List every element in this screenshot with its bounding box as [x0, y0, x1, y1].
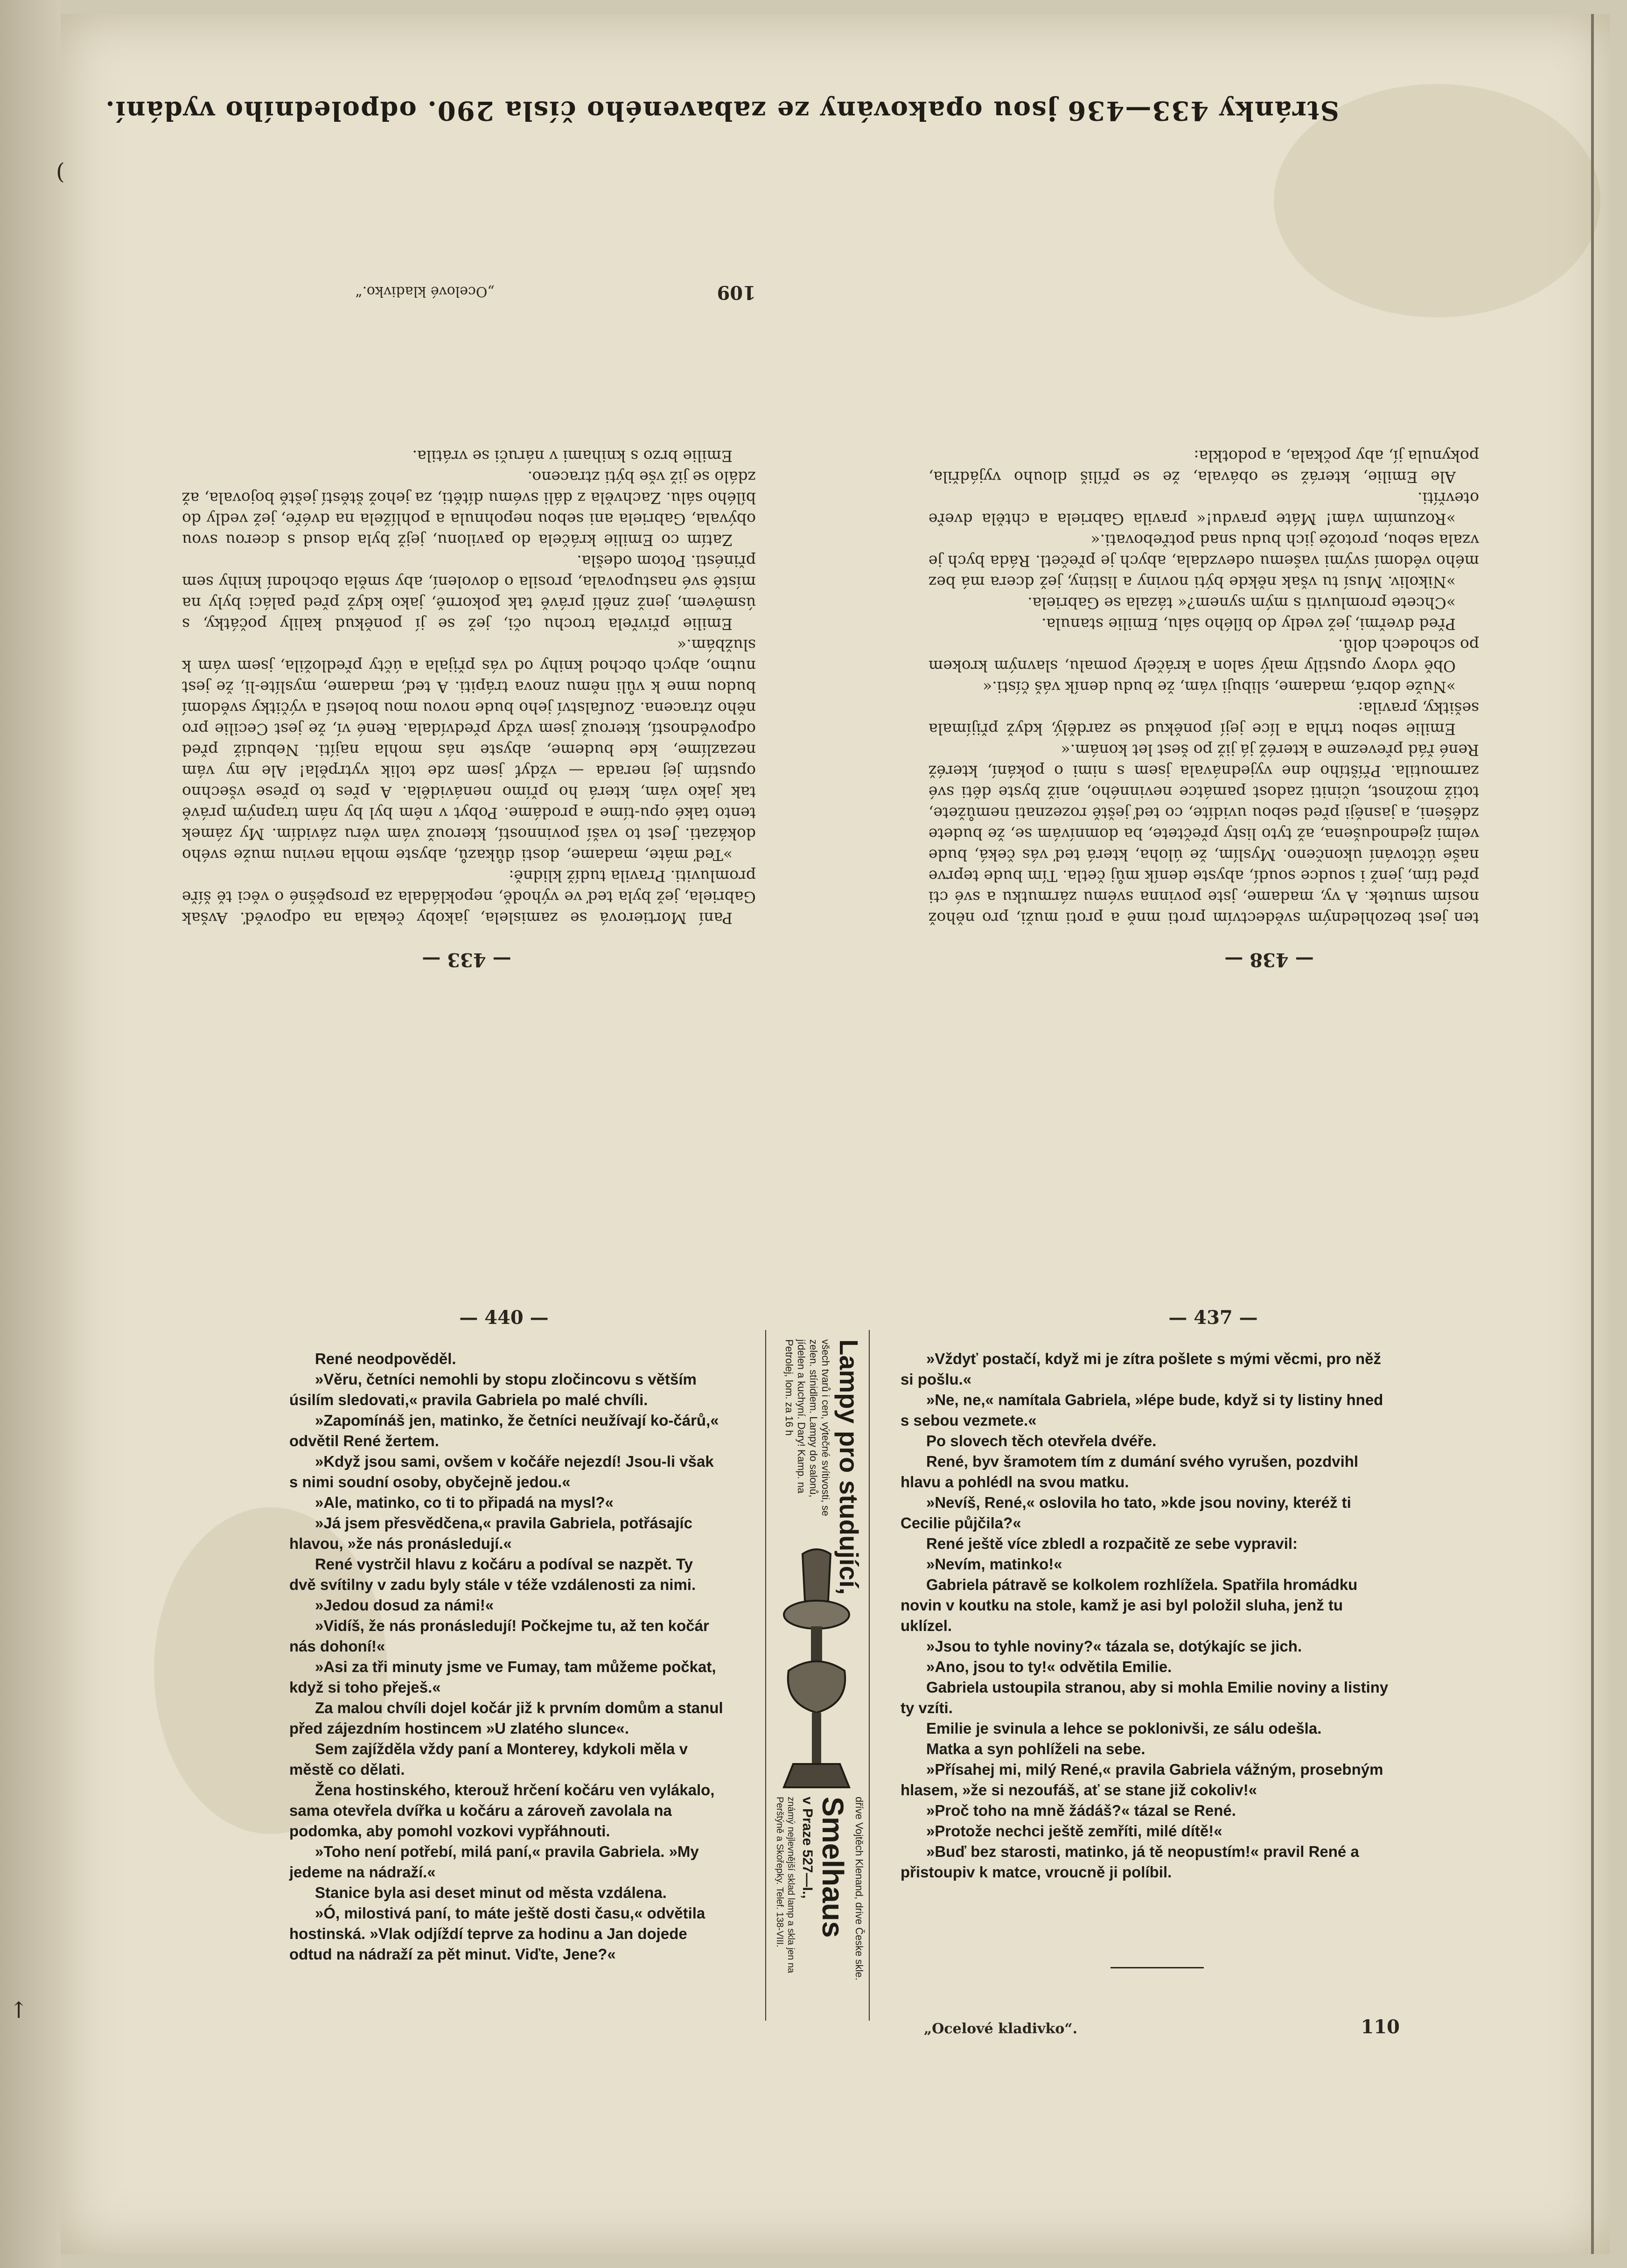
oil-lamp-illustration [775, 1545, 859, 1797]
paragraph: »Nuže dobrá, madame, slibuji vám, že budu deník váš čísti.« [983, 678, 1456, 696]
repeat-notice-banner: Stránky 433—436 jsou opakovány ze zabaveného čísla 290. odpoledního vydání. [105, 95, 1339, 126]
page-header-437: — 437 — [1168, 1307, 1258, 1329]
page-number: 110 [1361, 2016, 1400, 2038]
paragraph: »Chcete promluviti s mým synem?« tázala se Gabriela. [1027, 594, 1456, 612]
paragraph: »Ne, ne,« namítala Gabriela, »lépe bude, když si ty listiny hned s sebou vezmete.« [901, 1391, 1383, 1429]
paragraph: René ještě více zbledl a rozpačitě ze sebe vypravil: [926, 1535, 1298, 1552]
ad-headline: Lampy pro studující, [834, 1339, 864, 1595]
book-gutter-shadow [0, 0, 61, 2268]
ad-body: všech tvarů i cen, výtečné svítivosti, se zelen. stínidlem. Lampy do salonů, jídelen a kuchyní. Dary! Kamp. na Petrolej, lom. za 16 h [783, 1339, 831, 1517]
paragraph: René, byv šramotem tím z dumání svého vyrušen, pozdvihl hlavu a pohlédl na svou matku. [901, 1453, 1359, 1491]
paragraph: Stanice byla asi deset minut od města vzdálena. [315, 1884, 667, 1901]
paragraph: »Nikoliv. Musí tu však někde býti noviny a listiny, jež dcera má bez mého vědomí svými vašemu odevzdala, abych je přečetl. Ráda bych je vzala sebou, protože jich budu snad potřebovati.« [929, 531, 1479, 591]
ad-address: známý nejlevnější sklad lamp a skla jen na Perštýně a Skořepky. Telef. 138-VIII. [775, 1797, 796, 1973]
paragraph: René neodpověděl. [315, 1350, 456, 1367]
paragraph: »Zapomínáš jen, matinko, že četníci neužívají ko-čárů,« odvětil René žertem. [289, 1412, 719, 1449]
paragraph: »Protože nechci ještě zemříti, milé dítě!« [926, 1822, 1222, 1840]
paragraph: Za malou chvíli dojel kočár již k prvním domům a stanul před zájezdním hostincem »U zlatého slunce«. [289, 1699, 723, 1737]
paragraph: Emilie sebou trhla a líce její poněkud se zardělý, když přijímala sešitky, pravila: [929, 699, 1479, 738]
page-header-440: — 440 — [459, 1307, 549, 1329]
page-440-column [289, 1349, 723, 1965]
paragraph: »Asi za tři minuty jsme ve Fumay, tam můžeme počkat, když si toho přeješ.« [289, 1658, 716, 1696]
paragraph: »Toho není potřebí, milá paní,« pravila Gabriela. »My jedeme na nádraží.« [289, 1843, 699, 1881]
page-number: 109 [717, 281, 756, 303]
paragraph: »Proč toho na mně žádáš?« tázal se René. [926, 1802, 1236, 1819]
paragraph: Paní Mortierová se zamislela, jakoby čekala na odpověď. Avšak Gabriela, jež byla teď ve výhodě, nepokládala za prospěšné o věci tě šíře promluviti. Pravila tudíž klidně: [182, 867, 756, 927]
paragraph: »Nevím, matinko!« [926, 1555, 1062, 1573]
paragraph: »Jsou to tyhle noviny?« tázala se, dotýkajíc se jich. [926, 1638, 1302, 1655]
ad-brand: Smelhaus [816, 1797, 850, 1938]
paragraph: »Vidíš, že nás pronásledují! Počkejme tu, až ten kočár nás dohoní!« [289, 1617, 709, 1655]
paragraph: Emilie brzo s knihami v náruči se vrátila. [412, 447, 733, 465]
paragraph: Matka a syn pohlíželi na sebe. [926, 1740, 1145, 1757]
page-header-438: — 438 — [1224, 949, 1314, 971]
footer-title: „Ocelové kladivko.“ [355, 283, 495, 300]
paragraph: »Teď máte, madame, dosti důkazů, abyste mohla nevinu muže svého dokázati. Jest to vaší povinností, kterouž vám věru závidím. My zámek tento také opu-tíme a prodáme. Pobyt v něm byl by nám trapným právě tak jako vám, která ho přímo nenáviděla. A přes to přese všechno opustím jej nerada — vždyť jsem zde tolik vytrpěla! Ale my vám nezazlíme, kde budeme, abyste nás mohla najíti. Nebudiž před odpovědností, kterouž jsem vždy předvídala. René ví, že jest Cecilie pro něho ztracena. Zoufalství jeho bude novou mou bolestí a výčitky svědomí budou mne k vůli němu znova trápiti. A teď, madame, myslíte-li, že jest nutno, abych obchod knihy od vás přijala a účty předložila, jsem vám k službám.« [182, 636, 756, 864]
paragraph: »Ale, matinko, co ti to připadá na mysl?« [315, 1494, 614, 1511]
margin-tick: ( [56, 159, 65, 185]
paragraph: »Jedou dosud za námi!« [315, 1596, 494, 1614]
paragraph: »Buď bez starosti, matinko, já tě neopustím!« pravil René a přistoupiv k matce, vroucně ji políbil. [901, 1843, 1359, 1881]
paragraph: Žena hostinského, kterouž hrčení kočáru ven vylákalo, sama otevřela dvířka u kočáru a zároveň zavolala na podomka, aby pomohl vozkovi vypřáhnouti. [289, 1781, 715, 1840]
upside-down-section [61, 14, 1610, 1190]
paragraph: »Věru, četníci nemohli by stopu zločincovu s větším úsilím sledovati,« pravila Gabriela po malé chvíli. [289, 1371, 697, 1408]
paragraph: Emilie přivřela trochu oči, jež se jí poněkud kalily počátky, s úsměvem, jenž znělí právě tak pokorně, jako když před paláci byly na místě své nastupovala, prosila o dovolení, aby směla obchodní knihy sem přinésti. Potom odešla. [182, 552, 756, 633]
page-header-433: — 433 — [422, 949, 511, 971]
paragraph: Gabriela pátravě se kolkolem rozhlížela. Spatřila hromádku novin v koutku na stole, kamž je asi byl položil sluha, jenž tu uklízel. [901, 1576, 1358, 1634]
paragraph: »Nevíš, René,« oslovila ho tato, »kde jsou noviny, kteréž ti Cecilie půjčila?« [901, 1494, 1351, 1532]
paragraph: »Ó, milostivá paní, to máte ještě dosti času,« odvětila hostinská. »Vlak odjíždí teprve za hodinu a Jan dojede odtud na nádraží za pět minut. Viďte, Jene?« [289, 1904, 705, 1963]
paragraph: »Já jsem přesvědčena,« pravila Gabriela, potřásajíc hlavou, »že nás pronásledují.« [289, 1514, 692, 1552]
page-438-column [929, 446, 1479, 929]
paragraph: »Vždyť postačí, když mi je zítra pošlete s mými věcmi, pro něž si pošlu.« [901, 1350, 1381, 1388]
paragraph: Před dveřmi, jež vedly do bílého sálu, Emilie stanula. [1041, 615, 1456, 633]
ad-brand-line: v Praze 527—I., [800, 1797, 815, 1899]
paragraph: ten jest bezohledným svědectvím proti mně a proti muži, pro něhož nosím smutek. A vy, madame, jste povinna svému zármutku a své cti před tím, jenž i soudce soudí, abyste deník můj četla. Tím bude teprve naše účtování ukončeno. Myslím, že úloha, která teď vás čeká, bude velmi zjednodušena, až tyto listy přečtete, ba domnívám se, že budete zděšeni, a jasněji před sebou uvidíte, co teď ještě rozeznati nemůžete, totiž možnost, učiniti zadost památce nevinného, aniž byste děti své zarmoutila. Příštího dne vyjednávala jsem s nimi o pokání, kteréž René řád převezme a kteréž já již po šest let konám.« [929, 741, 1479, 927]
paragraph: Gabriela ustoupila stranou, aby si mohla Emilie noviny a listiny ty vzíti. [901, 1679, 1389, 1716]
margin-tick: ↑ [9, 1997, 28, 2023]
page-433-column [182, 446, 756, 929]
paragraph: René vystrčil hlavu z kočáru a podíval se nazpět. Ty dvě svítilny v zadu byly stále v téže vzdálenosti za nimi. [289, 1555, 696, 1593]
paragraph: Emilie je svinula a lehce se poklonivši, ze sálu odešla. [926, 1720, 1322, 1737]
ad-firm-line: dříve Vojtěch Klenand, drive Česke skle. [853, 1797, 865, 1981]
end-rule [1110, 1967, 1204, 1968]
paragraph: Sem zajížděla vždy paní a Monterey, kdykoli měla v městě co dělati. [289, 1740, 688, 1778]
paragraph: Ale Emilie, kteráž se obávala, že se příliš dlouho vyjádřila, pokynula jí, aby počkala, a podotkla: [929, 447, 1479, 486]
footer-title: „Ocelové kladivko“. [924, 2021, 1078, 2037]
paragraph: »Rozumím vám! Máte pravdu!« pravila Gabriela a chtěla dveře otevříti. [929, 489, 1479, 528]
page-437-column [901, 1349, 1395, 1883]
paragraph: »Ano, jsou to ty!« odvětila Emilie. [926, 1658, 1172, 1675]
paragraph: »Přísahej mi, milý René,« pravila Gabriela vážným, prosebným hlasem, »že si nezoufáš, ať se stane již cokoliv!« [901, 1761, 1383, 1799]
paragraph: Zatím co Emilie kráčela do pavilonu, jejž byla dosud s dcerou svou obývala, Gabriela ani sebou nepohnula a pohlížela na dvéře, jež vedly do bílého sálu. Zachvěla z dáli svému dítěti, za jehož štěstí ještě bojovala, až zdálo se již vše býti ztraceno. [182, 468, 756, 549]
paragraph: »Když jsou sami, ovšem v kočáře nejezdí! Jsou-li však s nimi soudní osoby, obyčejně jedou.« [289, 1453, 714, 1491]
paragraph: Obě vdovy opustily malý salon a kráčely pomalu, slavným krokem po schodech dolů. [929, 636, 1479, 675]
paragraph: Po slovech těch otevřela dvéře. [926, 1432, 1157, 1449]
